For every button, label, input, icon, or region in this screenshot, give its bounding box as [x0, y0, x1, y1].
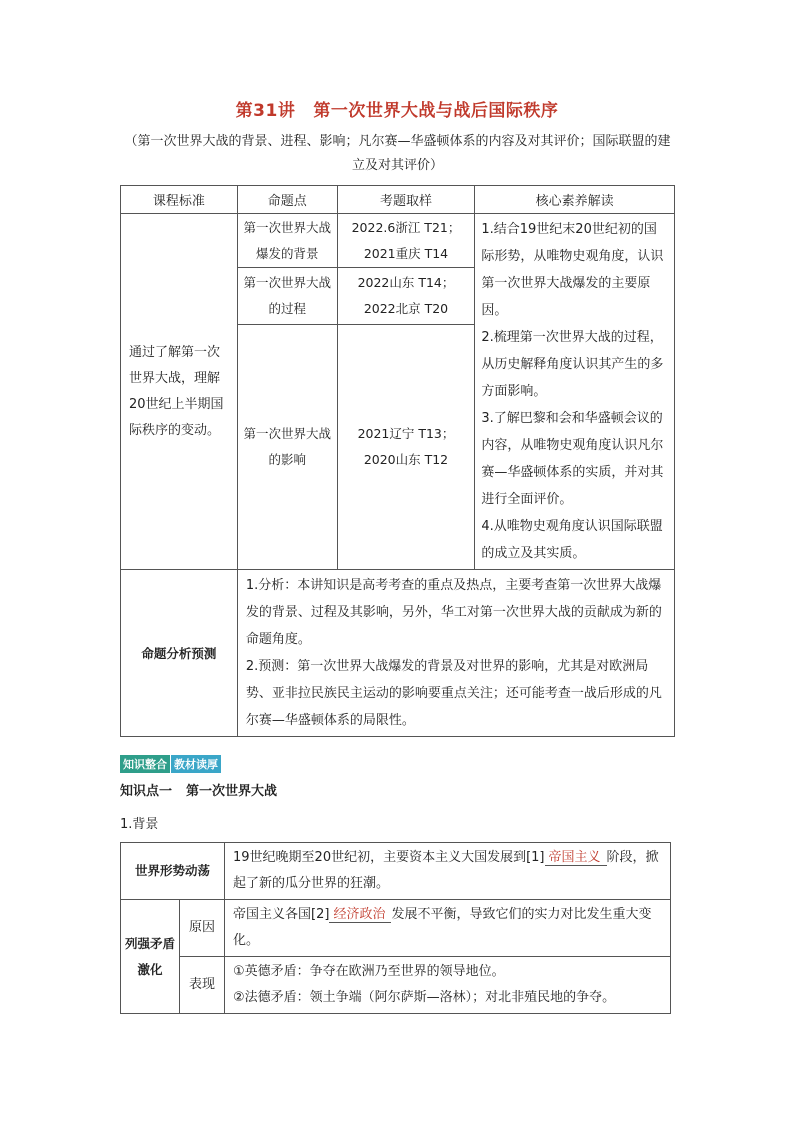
text-fragment: 帝国主义各国 — [233, 907, 312, 922]
sample-line: 2022.6浙江 T21； — [351, 219, 461, 235]
analysis-row — [121, 570, 675, 737]
text-fragment: 发展不平衡，导致它们的实力对比发生重大变化。 — [233, 907, 652, 948]
point-cell: 第一次世界大战的影响 — [237, 324, 337, 569]
sample-line: 2021重庆 T14 — [363, 245, 449, 261]
lecture-number: 第31讲 — [235, 101, 296, 121]
core-item: 4.从唯物史观角度认识国际联盟的成立及其实质。 — [481, 519, 663, 561]
section-heading: 1.背景 — [120, 817, 159, 832]
sample-cell — [337, 324, 475, 569]
show-item: ②法德矛盾：领土争端（阿尔萨斯—洛林）；对北非殖民地的争夺。 — [233, 990, 616, 1005]
show-item: ①英德矛盾：争夺在欧洲乃至世界的领导地位。 — [233, 964, 505, 979]
lecture-title: 第一次世界大战与战后国际秩序 — [313, 101, 559, 121]
sample-line: 2021辽宁 T13； — [357, 425, 455, 441]
analysis-content — [237, 570, 674, 737]
text-fragment: 阶段，掀起了新的瓜分世界的狂潮。 — [233, 850, 659, 891]
header-point: 命题点 — [237, 186, 337, 214]
text-fragment: 19世纪晚期至20世纪初，主要资本主义大国发展到 — [233, 850, 527, 865]
background-table — [120, 842, 671, 1014]
show-label: 表现 — [180, 957, 225, 1014]
knowledge-point-label: 知识点一 — [120, 784, 173, 799]
header-sample: 考题取样 — [337, 186, 475, 214]
analysis-label: 命题分析预测 — [121, 570, 238, 737]
curriculum-table — [120, 185, 675, 737]
knowledge-point-title: 第一次世界大战 — [186, 784, 278, 799]
analysis-item: 2.预测：第一次世界大战爆发的背景及对世界的影响，尤其是对欧洲局势、亚非拉民族民主运动的影响要重点关注；还可能考查一战后形成的凡尔赛—华盛顿体系的局限性。 — [245, 659, 662, 728]
table-row — [121, 900, 671, 957]
answer-blank: 经济政治 — [329, 907, 391, 923]
page-subtitle: （第一次世界大战的背景、进程、影响；凡尔赛—华盛顿体系的内容及对其评价；国际联盟的建立及对其评价） — [124, 134, 671, 173]
course-standard: 通过了解第一次世界大战，理解20世纪上半期国际秩序的变动。 — [121, 214, 238, 570]
show-content — [225, 957, 671, 1014]
header-standard: 课程标准 — [121, 186, 238, 214]
tag-knowledge: 知识整合 — [120, 755, 170, 773]
sample-cell — [337, 268, 475, 324]
sample-line: 2020山东 T12 — [363, 451, 449, 467]
core-item: 3.了解巴黎和会和华盛顿会议的内容，从唯物史观角度认识凡尔赛—华盛顿体系的实质，并对其进行全面评价。 — [481, 411, 664, 507]
core-item: 2.梳理第一次世界大战的过程，从历史解释角度认识其产生的多方面影响。 — [481, 330, 664, 399]
point-cell: 第一次世界大战爆发的背景 — [237, 214, 337, 268]
blank-number: [2] — [311, 907, 330, 922]
cause-content — [225, 900, 671, 957]
sample-cell — [337, 214, 475, 268]
knowledge-point-heading — [120, 780, 277, 799]
core-literacy — [475, 214, 675, 570]
tag-textbook: 教材读厚 — [171, 755, 221, 773]
table-header-row — [121, 186, 675, 214]
core-item: 1.结合19世纪末20世纪初的国际形势，从唯物史观角度，认识第一次世界大战爆发的主要原因。 — [481, 222, 664, 318]
analysis-item: 1.分析：本讲知识是高考考查的重点及热点，主要考查第一次世界大战爆发的背景、过程及其影响，另外，华工对第一次世界大战的贡献成为新的命题角度。 — [245, 578, 662, 647]
answer-blank: 帝国主义 — [545, 850, 607, 866]
table-row — [121, 843, 671, 900]
point-cell: 第一次世界大战的过程 — [237, 268, 337, 324]
page-title — [0, 96, 794, 121]
table-row — [121, 957, 671, 1014]
sample-line: 2022山东 T14； — [357, 274, 455, 290]
blank-number: [1] — [526, 850, 545, 865]
header-core: 核心素养解读 — [475, 186, 675, 214]
cause-label: 原因 — [180, 900, 225, 957]
table-row — [121, 214, 675, 268]
sample-line: 2022北京 T20 — [363, 300, 449, 316]
row-label-world: 世界形势动荡 — [121, 843, 225, 900]
world-situation-content — [225, 843, 671, 900]
row-label-conflict: 列强矛盾激化 — [121, 900, 180, 1014]
section-tags — [120, 755, 221, 773]
